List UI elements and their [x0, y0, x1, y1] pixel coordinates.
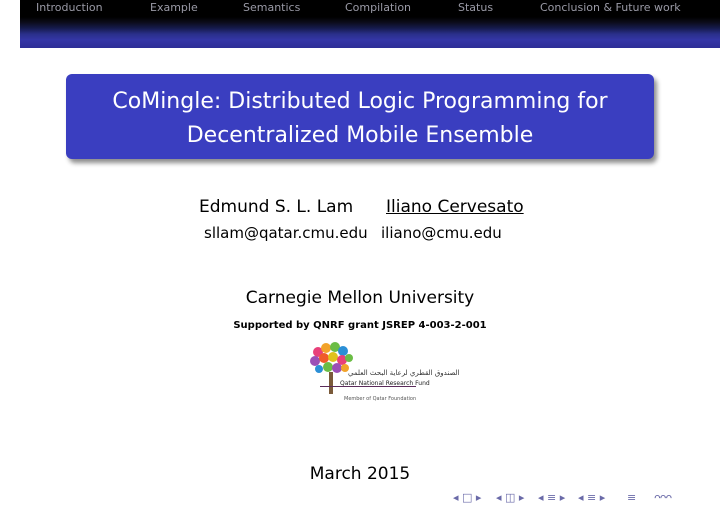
nav-item-status[interactable]: Status	[458, 1, 494, 14]
qnrf-logo	[306, 342, 460, 406]
logo-arabic-text: الصندوق القطري لرعاية البحث العلمي	[348, 369, 460, 377]
nav-item-conclusion[interactable]: Conclusion & Future work	[540, 1, 681, 14]
author-email-lam: sllam@qatar.cmu.edu	[204, 224, 368, 242]
align-icon[interactable]: ≡	[627, 491, 637, 504]
nav-item-compilation[interactable]: Compilation	[345, 1, 412, 14]
grant-support: Supported by QNRF grant JSREP 4-003-2-001	[233, 320, 487, 331]
logo-english-text: Qatar National Research Fund	[340, 380, 430, 387]
logo-member-text: Member of Qatar Foundation	[344, 396, 417, 402]
search-icon[interactable]: ᴖᴖᴖ	[654, 491, 672, 504]
frame-nav-icon[interactable]: ◂ □ ▸	[453, 491, 482, 504]
section-nav-icon[interactable]: ◂ ≡ ▸	[538, 491, 566, 504]
affiliation: Carnegie Mellon University	[245, 288, 475, 308]
author-name-cervesato: Iliano Cervesato	[386, 197, 524, 217]
presentation-date: March 2015	[309, 464, 411, 484]
slide-nav-icon[interactable]: ◂ ≡ ▸	[578, 491, 606, 504]
title-line-1: CoMingle: Distributed Logic Programming for	[112, 89, 608, 114]
subsection-nav-icon[interactable]: ◂ ◫ ▸	[496, 491, 525, 504]
title-box	[66, 74, 654, 159]
nav-item-example[interactable]: Example	[150, 1, 198, 14]
nav-item-semantics[interactable]: Semantics	[243, 1, 301, 14]
author-name-lam: Edmund S. L. Lam	[199, 197, 354, 217]
nav-item-introduction[interactable]: Introduction	[36, 1, 103, 14]
title-line-2: Decentralized Mobile Ensemble	[186, 123, 534, 148]
author-email-cervesato: iliano@cmu.edu	[381, 224, 502, 242]
